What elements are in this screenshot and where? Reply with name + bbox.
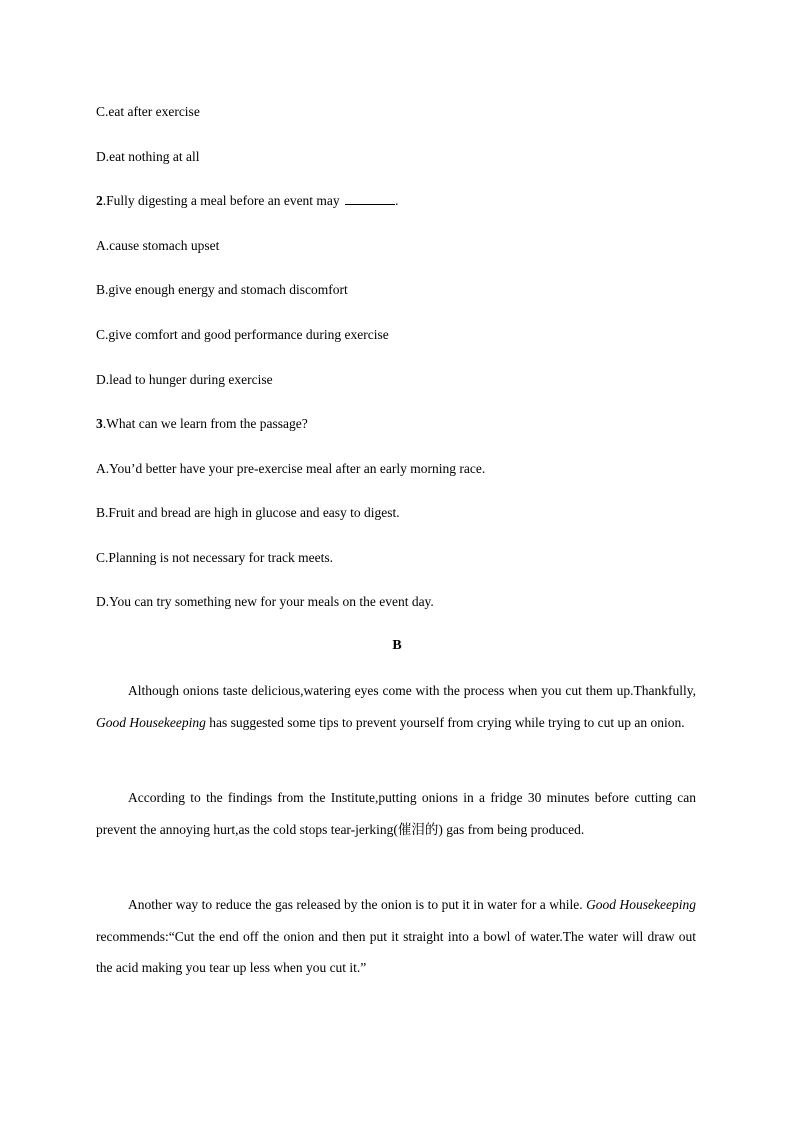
passage-paragraph-1 bbox=[96, 675, 696, 738]
paragraph-3-text-b: recommends:“Cut the end off the onion and then put it straight into a bowl of water.The water will draw out the acid making you tear up less when you cut it.” bbox=[96, 928, 696, 975]
q1-option-d: D.eat nothing at all bbox=[96, 149, 200, 164]
question-2-stem: .Fully digesting a meal before an event may bbox=[102, 193, 340, 208]
question-3-stem: .What can we learn from the passage? bbox=[102, 416, 308, 431]
source-name: Good Housekeeping bbox=[586, 897, 696, 912]
passage-paragraph-2: According to the findings from the Institute,putting onions in a fridge 30 minutes before cutting can prevent the annoying hurt,as the cold stops tear-jerking(催泪的) gas from being produced. bbox=[96, 790, 696, 837]
q2-option-b: B.give enough energy and stomach discomfort bbox=[96, 282, 348, 297]
question-2 bbox=[96, 192, 398, 210]
passage-paragraph-3 bbox=[96, 889, 696, 984]
q2-option-c: C.give comfort and good performance during exercise bbox=[96, 327, 389, 342]
q3-option-b: B.Fruit and bread are high in glucose and easy to digest. bbox=[96, 505, 400, 520]
question-2-end: . bbox=[395, 193, 399, 208]
section-title: B bbox=[392, 638, 402, 653]
q3-option-d: D.You can try something new for your meals on the event day. bbox=[96, 594, 434, 609]
paragraph-1-text-a: Although onions taste delicious,watering eyes come with the process when you cut them up.Thankfully, bbox=[128, 683, 696, 698]
answer-blank bbox=[345, 192, 395, 205]
q3-option-c: C.Planning is not necessary for track meets. bbox=[96, 550, 333, 565]
paragraph-3-text-a: Another way to reduce the gas released by the onion is to put it in water for a while. bbox=[128, 897, 587, 912]
source-name: Good Housekeeping bbox=[96, 714, 206, 730]
q3-option-a: A.You’d better have your pre-exercise meal after an early morning race. bbox=[96, 461, 486, 476]
question-3-number: 3 bbox=[96, 416, 103, 431]
q2-option-d: D.lead to hunger during exercise bbox=[96, 372, 273, 387]
paragraph-1-text-b: has suggested some tips to prevent yourself from crying while trying to cut up an onion. bbox=[205, 714, 685, 730]
q2-option-a: A.cause stomach upset bbox=[96, 238, 220, 253]
question-3 bbox=[96, 415, 308, 433]
q1-option-c: C.eat after exercise bbox=[96, 104, 200, 119]
question-2-number: 2 bbox=[96, 193, 103, 208]
